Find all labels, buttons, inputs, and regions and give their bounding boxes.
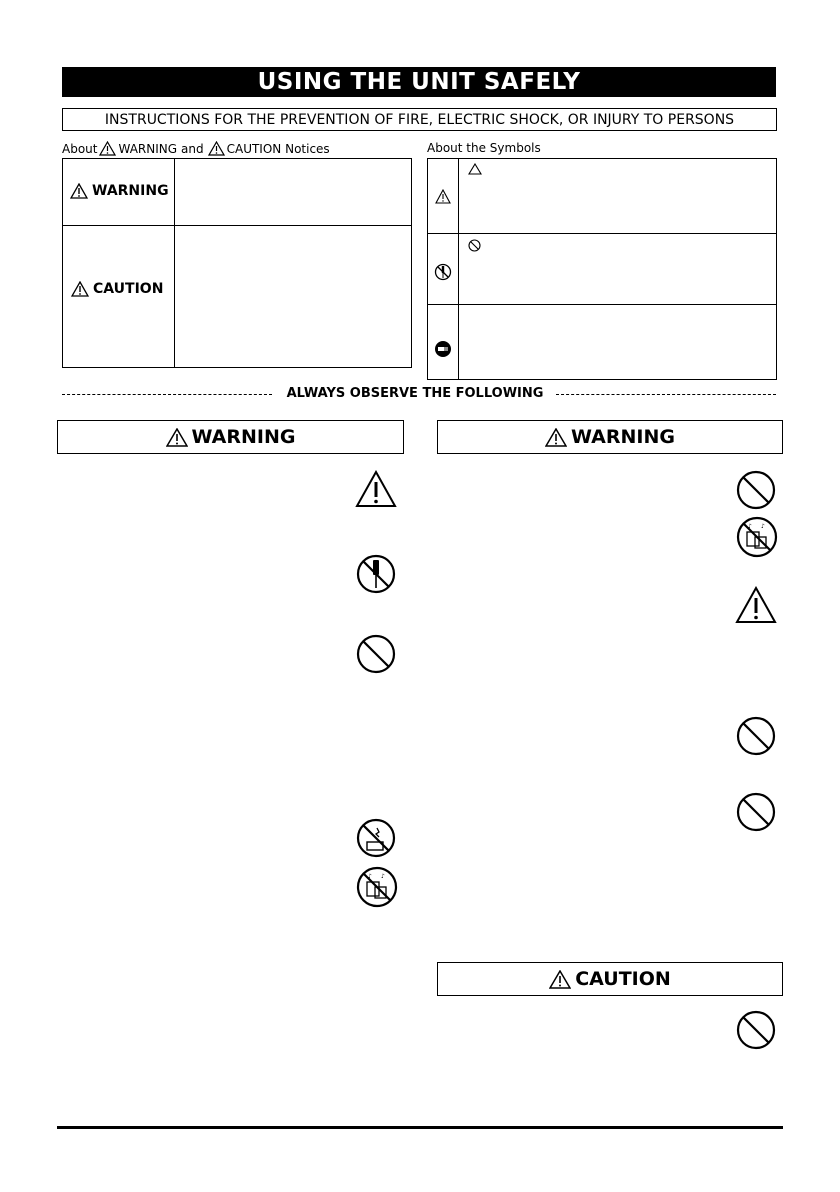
prohibited-icon <box>736 716 776 756</box>
caution-label <box>71 281 163 297</box>
svg-text:♪: ♪ <box>761 523 765 530</box>
notices-row-warning <box>63 159 411 226</box>
notices-heading-about: About <box>62 141 98 156</box>
symbols-heading <box>427 141 541 155</box>
symbols-row-triangle <box>428 159 776 234</box>
notices-heading-and: and <box>181 141 204 156</box>
footer-rule <box>57 1126 783 1129</box>
notices-heading-warning: WARNING <box>118 141 178 156</box>
notices-heading-caution: CAUTION Notices <box>226 141 330 156</box>
prohibited-icon <box>736 792 776 832</box>
left-warning-text: WARNING <box>191 426 296 448</box>
warning-triangle-icon <box>545 428 567 447</box>
page-title <box>62 67 776 97</box>
warning-triangle-icon <box>70 183 88 199</box>
warning-label <box>70 183 169 199</box>
do-not-disassemble-icon <box>356 554 396 594</box>
symbols-table <box>427 158 777 380</box>
prohibited-icon <box>736 470 776 510</box>
symbols-row-mandatory <box>428 305 776 379</box>
observe-heading <box>282 386 548 401</box>
page-title-text: USING THE UNIT SAFELY <box>257 69 581 95</box>
no-children-icon <box>736 516 778 558</box>
observe-dash-right <box>556 394 776 395</box>
caution-label-inner <box>71 281 163 297</box>
unplug-icon <box>434 340 452 358</box>
warning-label-text: WARNING <box>92 183 169 199</box>
svg-text:♪: ♪ <box>748 523 752 530</box>
symbols-heading-text: About the Symbols <box>427 141 541 155</box>
caution-label-text: CAUTION <box>93 281 164 297</box>
prohibited-icon <box>356 634 396 674</box>
left-warning-header <box>57 420 404 454</box>
right-caution-text: CAUTION <box>575 968 671 990</box>
caution-triangle-icon <box>208 141 225 156</box>
subtitle-text: INSTRUCTIONS FOR THE PREVENTION OF FIRE, ELECTRIC SHOCK, OR INJURY TO PERSONS <box>104 111 735 128</box>
subtitle-box <box>62 108 777 131</box>
no-water-icon <box>356 818 396 858</box>
observe-heading-text: ALWAYS OBSERVE THE FOLLOWING <box>286 386 544 401</box>
warning-triangle-icon <box>99 141 116 156</box>
triangle-outline-icon <box>468 163 482 175</box>
do-not-disassemble-icon <box>434 263 452 281</box>
prohibited-icon <box>736 1010 776 1050</box>
caution-triangle-icon <box>735 586 777 624</box>
caution-triangle-icon <box>549 970 571 989</box>
caution-triangle-icon <box>71 281 89 297</box>
notices-table <box>62 158 412 368</box>
right-warning-header <box>437 420 783 454</box>
caution-triangle-icon <box>355 470 397 508</box>
svg-text:♪: ♪ <box>368 873 372 880</box>
symbols-row-prohibited <box>428 234 776 305</box>
no-children-icon <box>356 866 398 908</box>
right-warning-text: WARNING <box>571 426 675 448</box>
caution-triangle-icon <box>435 189 451 204</box>
prohibited-icon <box>468 239 481 252</box>
notices-heading <box>62 141 330 156</box>
observe-dash-left <box>62 394 272 395</box>
svg-text:♪: ♪ <box>381 873 385 880</box>
warning-triangle-icon <box>166 428 188 447</box>
right-caution-header <box>437 962 783 996</box>
